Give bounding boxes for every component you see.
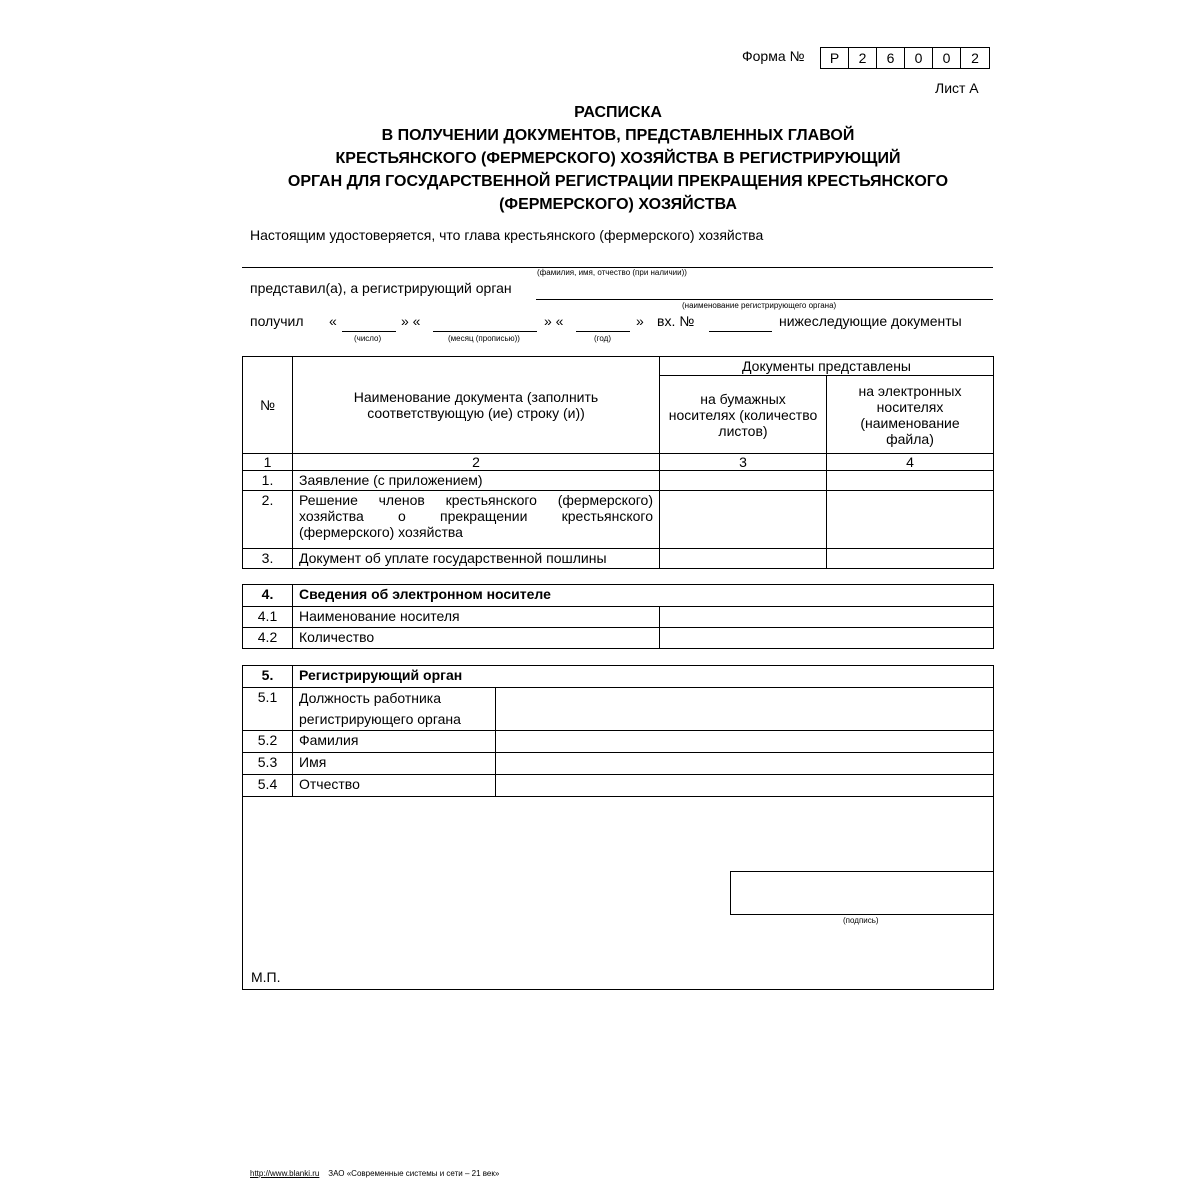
col-header-presented: Документы представлены	[660, 357, 994, 376]
position-field[interactable]	[496, 688, 994, 731]
form-digit: Р	[821, 48, 849, 68]
form-digit: 0	[933, 48, 961, 68]
signature-stamp-cell	[243, 797, 994, 990]
footer-company: ЗАО «Современные системы и сети – 21 век»	[328, 1169, 500, 1178]
electronic-media-table	[242, 584, 994, 649]
table-row	[243, 607, 994, 628]
col-number: 4	[827, 454, 994, 471]
media-quantity-field[interactable]	[660, 628, 994, 649]
row-label: Количество	[293, 628, 660, 649]
month-line[interactable]	[433, 331, 537, 332]
name-field[interactable]	[496, 753, 994, 775]
form-number-boxes	[820, 47, 990, 69]
certify-text: Настоящим удостоверяется, что глава крестьянского (фермерского) хозяйства	[250, 227, 764, 243]
row-number: 5.4	[243, 775, 293, 797]
row-electronic-cell[interactable]	[827, 491, 994, 549]
row-paper-cell[interactable]	[660, 549, 827, 569]
table-row	[243, 688, 994, 731]
table-row	[243, 491, 994, 549]
table-row	[243, 628, 994, 649]
row-number: 1.	[243, 471, 293, 491]
form-number-label: Форма №	[742, 48, 805, 64]
media-name-field[interactable]	[660, 607, 994, 628]
title-line: (ФЕРМЕРСКОГО) ХОЗЯЙСТВА	[499, 196, 737, 213]
row-label: Наименование носителя	[293, 607, 660, 628]
received-text: получил	[250, 313, 304, 329]
footer-link[interactable]: http://www.blanki.ru	[250, 1169, 320, 1178]
table-row	[243, 731, 994, 753]
section-number: 5.	[243, 666, 293, 688]
row-electronic-cell[interactable]	[827, 471, 994, 491]
day-line[interactable]	[342, 331, 396, 332]
org-hint: (наименование регистрирующего органа)	[682, 301, 837, 310]
row-document-name: Решение членов крестьянского (фермерского) хозяйства о прекращении крестьянского (фермерского) хозяйства	[293, 491, 660, 549]
section-title: Сведения об электронном носителе	[293, 585, 994, 607]
row-number: 3.	[243, 549, 293, 569]
patronymic-field[interactable]	[496, 775, 994, 797]
section-title: Регистрирующий орган	[293, 666, 994, 688]
fio-hint: (фамилия, имя, отчество (при наличии))	[537, 268, 687, 277]
title-line: В ПОЛУЧЕНИИ ДОКУМЕНТОВ, ПРЕДСТАВЛЕННЫХ ГЛАВОЙ	[381, 127, 855, 144]
row-label: Должность работника регистрирующего органа	[293, 688, 496, 731]
row-number: 4.1	[243, 607, 293, 628]
col-number: 3	[660, 454, 827, 471]
col-number: 1	[243, 454, 293, 471]
row-number: 5.1	[243, 688, 293, 731]
row-paper-cell[interactable]	[660, 471, 827, 491]
signature-box[interactable]	[730, 871, 994, 915]
table-row	[243, 775, 994, 797]
row-document-name: Документ об уплате государственной пошлины	[293, 549, 660, 569]
org-line[interactable]	[536, 299, 993, 300]
table-row	[243, 471, 994, 491]
row-label: Отчество	[293, 775, 496, 797]
stamp-label: М.П.	[251, 969, 281, 985]
document-title	[200, 101, 1036, 216]
table-row	[243, 753, 994, 775]
col-number: 2	[293, 454, 660, 471]
month-hint: (месяц (прописью))	[448, 334, 520, 343]
quote-close: »	[636, 313, 644, 329]
row-number: 4.2	[243, 628, 293, 649]
row-number: 5.3	[243, 753, 293, 775]
footer	[250, 1169, 499, 1178]
sheet-label: Лист А	[935, 80, 979, 96]
form-digit: 6	[877, 48, 905, 68]
surname-field[interactable]	[496, 731, 994, 753]
incoming-number-line[interactable]	[709, 331, 772, 332]
col-header-no: №	[243, 357, 293, 454]
row-label: Имя	[293, 753, 496, 775]
signature-hint: (подпись)	[843, 916, 879, 925]
form-digit: 0	[905, 48, 933, 68]
row-document-name: Заявление (с приложением)	[293, 471, 660, 491]
row-label: Фамилия	[293, 731, 496, 753]
registrar-table	[242, 665, 994, 990]
col-header-paper: на бумажных носителях (количество листов)	[660, 376, 827, 454]
following-docs-text: нижеследующие документы	[779, 313, 962, 329]
quote-middle: » «	[401, 313, 421, 329]
col-header-name: Наименование документа (заполнить соответствующую (ие) строку (и))	[293, 357, 660, 454]
row-electronic-cell[interactable]	[827, 549, 994, 569]
col-header-electronic: на электронных носителях (наименование файла)	[827, 376, 994, 454]
row-number: 5.2	[243, 731, 293, 753]
incoming-number-label: вх. №	[657, 313, 695, 329]
row-paper-cell[interactable]	[660, 491, 827, 549]
day-hint: (число)	[354, 334, 382, 343]
documents-table	[242, 356, 994, 569]
form-digit: 2	[849, 48, 877, 68]
title-line: ОРГАН ДЛЯ ГОСУДАРСТВЕННОЙ РЕГИСТРАЦИИ ПРЕКРАЩЕНИЯ КРЕСТЬЯНСКОГО	[287, 173, 949, 190]
row-number: 2.	[243, 491, 293, 549]
signature-area	[243, 797, 994, 990]
quote-middle-2: » «	[544, 313, 564, 329]
year-line[interactable]	[576, 331, 630, 332]
quote-open: «	[329, 313, 337, 329]
title-line: КРЕСТЬЯНСКОГО (ФЕРМЕРСКОГО) ХОЗЯЙСТВА В РЕГИСТРИРУЮЩИЙ	[335, 150, 901, 167]
title-line: РАСПИСКА	[574, 104, 662, 121]
form-digit: 2	[971, 50, 979, 66]
submitted-text: представил(а), а регистрирующий орган	[250, 280, 512, 296]
year-hint: (год)	[594, 334, 612, 343]
section-number: 4.	[243, 585, 293, 607]
table-row	[243, 549, 994, 569]
